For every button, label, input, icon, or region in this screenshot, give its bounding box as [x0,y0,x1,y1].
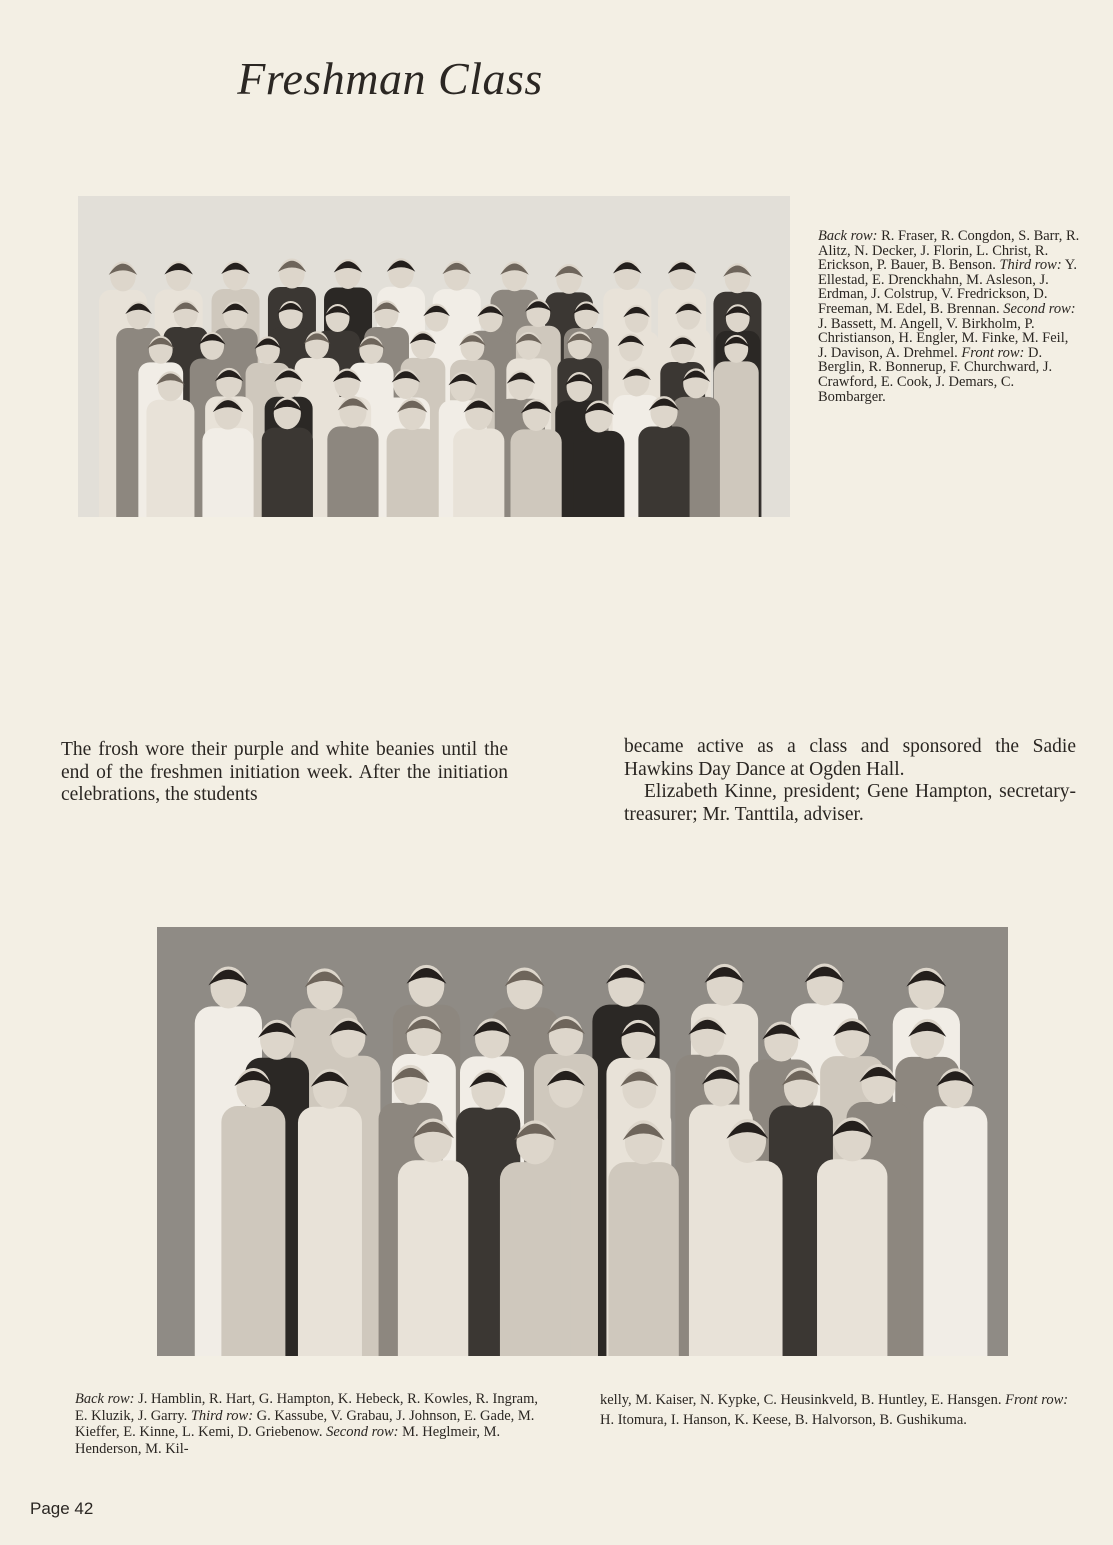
caption-names-second-row: J. Bassett, M. Angell, V. Birkholm, P. Christianson, H. Engler, M. Finke, M. Feil, J. Davison, A. Drehmel. [818,315,1069,361]
bottom-photo-caption-left [75,1391,553,1457]
page-title: Freshman Class [237,53,543,104]
caption-label-third-row: Third row: [999,257,1062,274]
caption-names-front-row: H. Itomura, I. Hanson, K. Keese, B. Halvorson, B. Gushikuma. [600,1411,967,1428]
body-paragraph-right-1: became active as a class and sponsored the Sadie Hawkins Day Dance at Ogden Hall. [624,736,1076,780]
caption-label-back-row: Back row: [818,228,878,244]
person-body [511,429,562,517]
person-body [573,431,624,517]
body-paragraph-right [624,736,1076,826]
group-photo-illustration [78,196,790,517]
person-body [608,1162,678,1356]
person-body [923,1106,987,1356]
caption-label-second-row: Second row: [1003,300,1076,317]
person-body [817,1159,887,1356]
caption-names-front-row: D. Berglin, R. Bonnerup, F. Churchward, J. Crawford, E. Cook, J. Demars, C. Bombarger. [818,344,1053,405]
person-body [712,1161,782,1356]
person-body [714,361,759,517]
person-body [387,429,438,517]
caption-label-second-row: Second row: [326,1424,399,1441]
person-body [221,1106,285,1356]
person-body [202,428,253,517]
caption-label-front-row: Front row: [1005,1392,1069,1408]
caption-label-back-row: Back row: [75,1391,135,1407]
top-photo-caption [818,229,1080,404]
caption-label-front-row: Front row: [961,344,1025,361]
group-photo-illustration-bottom [157,927,1008,1356]
body-paragraph-right-2: Elizabeth Kinne, president; Gene Hampton, secretary-treasurer; Mr. Tanttila, adviser. [624,781,1076,825]
person-body [146,400,194,517]
person-body [500,1162,570,1356]
caption-names-back-row: R. Fraser, R. Congdon, S. Barr, R. Alitz, N. Decker, J. Florin, L. Christ, R. Erickson, P. Bauer, B. Benson. [818,228,1080,274]
person-body [453,428,504,517]
page-number: Page 42 [30,1499,94,1518]
caption-names-second-row-cont: kelly, M. Kaiser, N. Kypke, C. Heusinkveld, B. Huntley, E. Hansgen. [600,1392,1006,1408]
bottom-photo-caption-right [600,1391,1070,1430]
caption-names-second-row: M. Heglmeir, M. Henderson, M. Kil- [75,1424,501,1457]
freshman-class-photo-top [78,196,790,517]
caption-names-back-row: J. Hamblin, R. Hart, G. Hampton, K. Hebeck, R. Kowles, R. Ingram, E. Kluzik, J. Garry. [75,1391,538,1424]
person-body [262,428,313,517]
freshman-class-photo-bottom [157,927,1008,1356]
person-body [638,426,689,517]
caption-names-third-row: Y. Ellestad, E. Drenckhahn, M. Asleson, J. Erdman, J. Colstrup, V. Fredrickson, D. Freeman, M. Edel, B. Brennan. [818,257,1077,317]
person-body [327,426,378,517]
caption-names-third-row: G. Kassube, V. Grabau, J. Johnson, E. Gade, M. Kieffer, E. Kinne, L. Kemi, D. Griebenow. [75,1407,535,1441]
person-body [398,1160,468,1356]
body-paragraph-left: The frosh wore their purple and white beanies until the end of the freshmen initiation week. After the initiation celebrations, the students [61,739,508,805]
caption-label-third-row: Third row: [190,1407,254,1424]
person-body [298,1107,362,1356]
